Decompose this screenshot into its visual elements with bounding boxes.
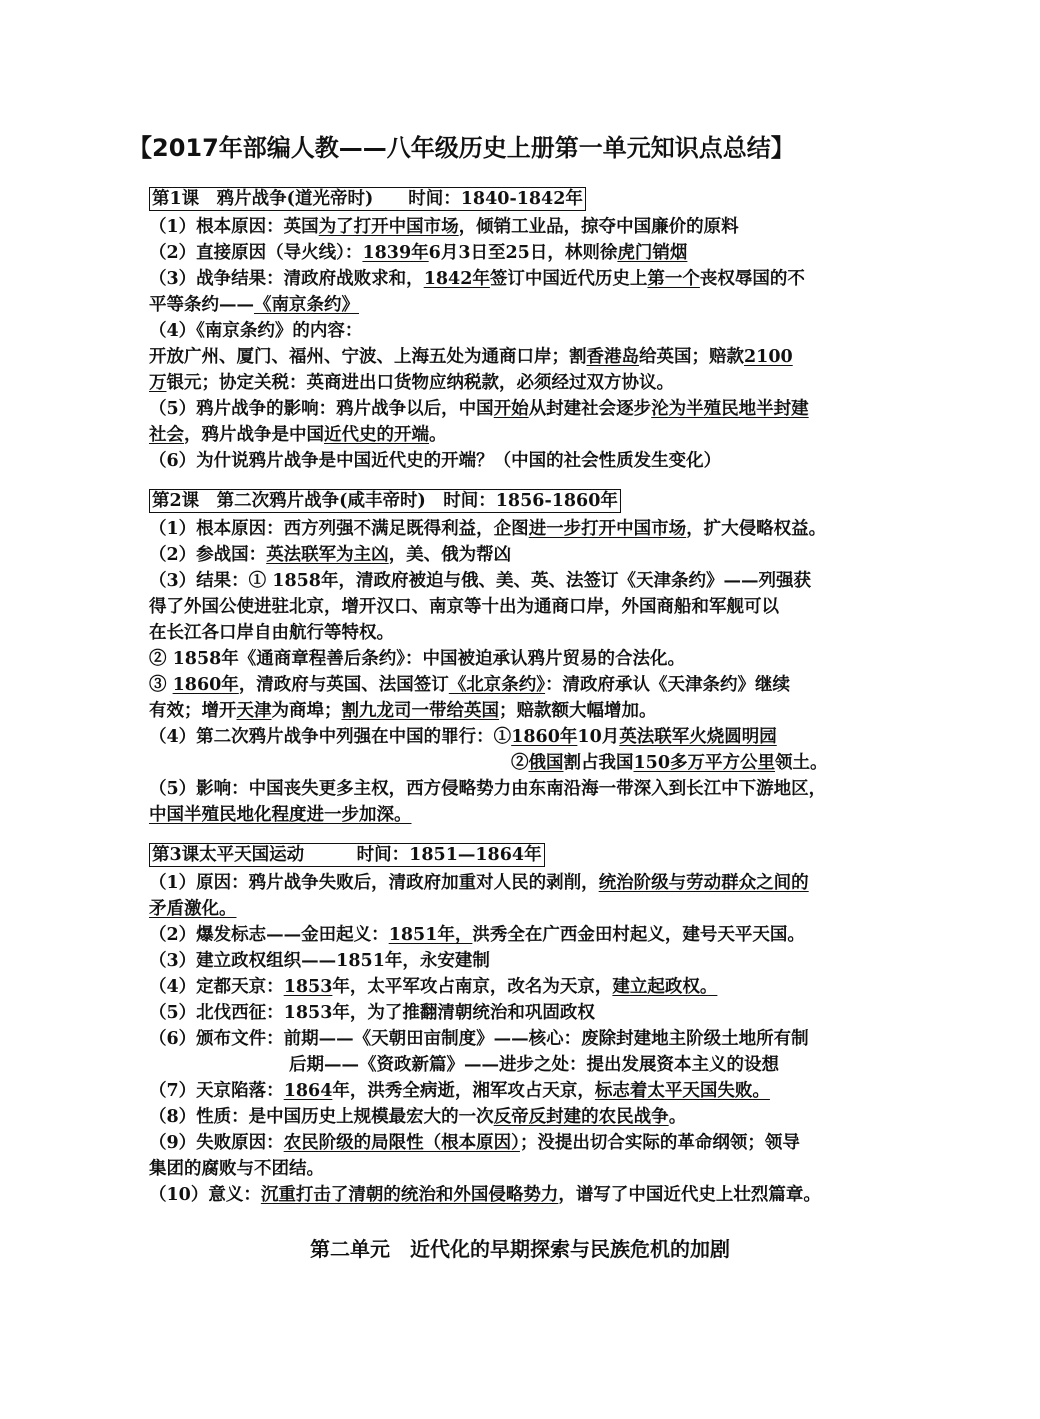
lesson-2-line: ② 1858年《通商章程善后条约》：中国被迫承认鸦片贸易的合法化。	[149, 649, 686, 669]
lesson-3-line: （6）颁布文件：前期——《天朝田亩制度》——核心：废除封建地主阶级土地所有制	[149, 1029, 809, 1049]
unit-2-title: 第二单元 近代化的早期探索与民族危机的加剧	[310, 1237, 730, 1261]
lesson-1-line: （5）鸦片战争的影响：鸦片战争以后，中国开始从封建社会逐步沦为半殖民地半封建	[149, 399, 809, 419]
lesson-1-line: （6）为什说鸦片战争是中国近代史的开端？（中国的社会性质发生变化）	[149, 451, 722, 471]
lesson-2-line: （1）根本原因：西方列强不满足既得利益，企图进一步打开中国市场，扩大侵略权益。	[149, 519, 827, 539]
lesson-3-line: （2）爆发标志——金田起义：1851年，洪秀全在广西金田村起义，建号天平天国。	[149, 925, 805, 945]
lesson-3-line: （10）意义：沉重打击了清朝的统治和外国侵略势力，谱写了中国近代史上壮烈篇章。	[149, 1185, 821, 1205]
lesson-1-line: 社会，鸦片战争是中国近代史的开端。	[149, 425, 447, 445]
lesson-2-line: （4）第二次鸦片战争中列强在中国的罪行：①1860年10月英法联军火烧圆明园	[149, 727, 777, 747]
lesson-3-line: （5）北伐西征：1853年，为了推翻清朝统治和巩固政权	[149, 1003, 595, 1023]
lesson-2-header: 第2课 第二次鸦片战争(咸丰帝时) 时间：1856-1860年	[149, 489, 621, 513]
lesson-3-line: （3）建立政权组织——1851年，永安建制	[149, 951, 490, 971]
lesson-2-line: （5）影响：中国丧失更多主权，西方侵略势力由东南沿海一带深入到长江中下游地区，	[149, 779, 827, 799]
lesson-2-line: ②俄国割占我国150多万平方公里领土。	[511, 753, 828, 773]
lesson-1-header: 第1课 鸦片战争(道光帝时) 时间：1840-1842年	[149, 187, 586, 211]
lesson-3-line: （4）定都天京：1853年，太平军攻占南京，改名为天京，建立起政权。	[149, 977, 718, 997]
lesson-1-line: （3）战争结果：清政府战败求和，1842年签订中国近代历史上第一个丧权辱国的不	[149, 269, 805, 289]
lesson-1-line: 开放广州、厦门、福州、宁波、上海五处为通商口岸；割香港岛给英国；赔款2100	[149, 347, 793, 367]
lesson-3-line: （7）天京陷落：1864年，洪秀全病逝，湘军攻占天京，标志着太平天国失败。	[149, 1081, 770, 1101]
lesson-2-line: 中国半殖民地化程度进一步加深。	[149, 805, 412, 825]
lesson-3-line: 矛盾激化。	[149, 899, 237, 919]
lesson-3-line: 集团的腐败与不团结。	[149, 1159, 324, 1179]
lesson-3-line: 后期——《资政新篇》——进步之处：提出发展资本主义的设想	[289, 1055, 779, 1075]
lesson-3-line: （1）原因：鸦片战争失败后，清政府加重对人民的剥削，统治阶级与劳动群众之间的	[149, 873, 809, 893]
lesson-1-line: （4）《南京条约》的内容：	[149, 321, 363, 341]
lesson-3-header: 第3课太平天国运动 时间：1851—1864年	[149, 843, 545, 867]
lesson-2-line: 得了外国公使进驻北京，增开汉口、南京等十出为通商口岸，外国商船和军舰可以	[149, 597, 779, 617]
lesson-1-line: 平等条约——《南京条约》	[149, 295, 359, 315]
lesson-1-line: （1）根本原因：英国为了打开中国市场，倾销工业品，掠夺中国廉价的原料	[149, 217, 739, 237]
lesson-3-line: （8）性质：是中国历史上规模最宏大的一次反帝反封建的农民战争。	[149, 1107, 687, 1127]
lesson-1-line: 万银元；协定关税：英商进出口货物应纳税款，必须经过双方协议。	[149, 373, 674, 393]
lesson-3-line: （9）失败原因：农民阶级的局限性（根本原因）；没提出切合实际的革命纲领；领导	[149, 1133, 800, 1153]
lesson-2-line: （2）参战国：英法联军为主凶，美、俄为帮凶	[149, 545, 512, 565]
lesson-1-line: （2）直接原因（导火线）：1839年6月3日至25日，林则徐虎门销烟	[149, 243, 688, 263]
lesson-2-line: （3）结果：① 1858年，清政府被迫与俄、美、英、法签订《天津条约》——列强获	[149, 571, 811, 591]
lesson-2-line: ③ 1860年，清政府与英国、法国签订《北京条约》：清政府承认《天津条约》继续	[149, 675, 791, 695]
document-body	[149, 186, 909, 1208]
document-title: 【2017年部编人教——八年级历史上册第一单元知识点总结】	[128, 134, 795, 162]
lesson-2-line: 有效；增开天津为商埠；割九龙司一带给英国；赔款额大幅增加。	[149, 701, 657, 721]
lesson-2-line: 在长江各口岸自由航行等特权。	[149, 623, 394, 643]
